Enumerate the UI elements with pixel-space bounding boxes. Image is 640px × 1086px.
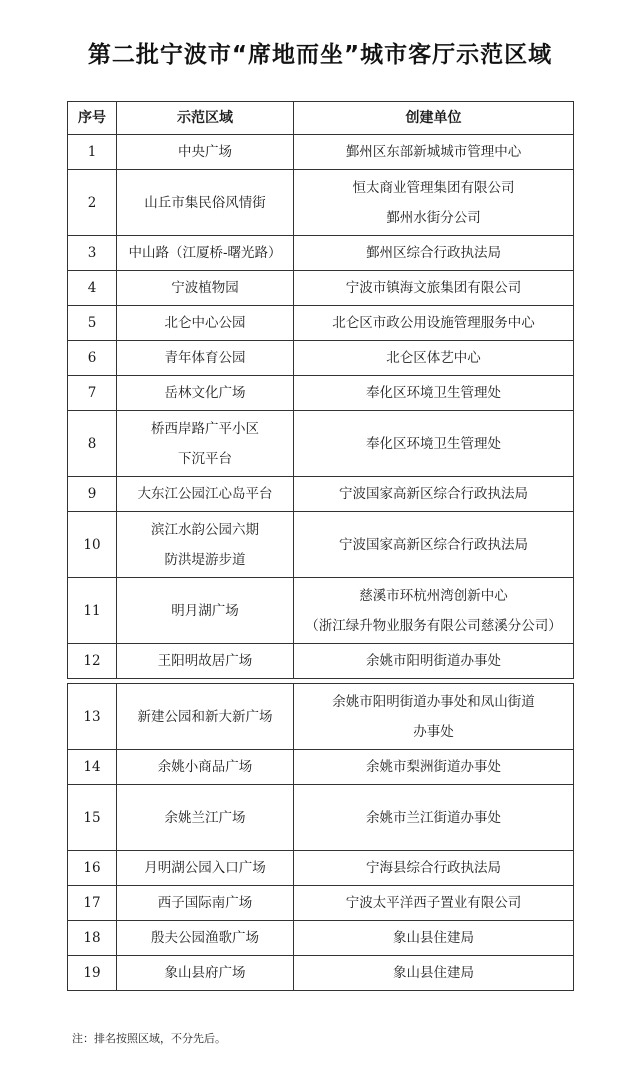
- unit-cell-line: 鄞州水街分公司: [386, 209, 481, 226]
- unit-cell-line: 鄞州区东部新城城市管理中心: [345, 144, 522, 160]
- unit-cell-line: 奉化区环境卫生管理处: [366, 385, 501, 401]
- zone-cell: [117, 411, 294, 477]
- table-row: [68, 921, 574, 956]
- zone-cell-line: 青年体育公园: [164, 350, 246, 366]
- unit-cell-line: 宁波国家高新区综合行政执法局: [339, 486, 528, 502]
- unit-cell-line: 北仑区体艺中心: [386, 350, 481, 366]
- zone-cell: [117, 271, 294, 306]
- header-unit: 创建单位: [294, 102, 574, 135]
- zone-cell-line: 岳林文化广场: [164, 385, 246, 401]
- unit-cell-line: 宁波太平洋西子置业有限公司: [345, 895, 522, 911]
- unit-cell: [294, 851, 574, 886]
- table-header-row: [68, 102, 574, 135]
- unit-cell-line: 北仑区市政公用设施管理服务中心: [332, 315, 535, 331]
- row-number: 1: [68, 135, 117, 170]
- unit-cell: [294, 512, 574, 578]
- table-row: [68, 411, 574, 477]
- zone-cell-line: 中山路（江厦桥-曙光路）: [128, 245, 282, 261]
- unit-cell-line: 宁波市镇海文旅集团有限公司: [345, 280, 522, 296]
- table-row: [68, 306, 574, 341]
- unit-cell-line: 办事处: [413, 723, 454, 740]
- header-zone: 示范区域: [117, 102, 294, 135]
- zone-cell-line: 下沉平台: [178, 450, 232, 467]
- unit-cell-line: 象山县住建局: [393, 930, 474, 946]
- unit-cell-line: （浙江绿升物业服务有限公司慈溪分公司）: [305, 617, 562, 634]
- row-number: 2: [68, 170, 117, 236]
- row-number: 3: [68, 236, 117, 271]
- unit-cell: [294, 921, 574, 956]
- table-row: [68, 341, 574, 376]
- unit-cell: [294, 341, 574, 376]
- header-no: 序号: [68, 102, 117, 135]
- unit-cell-line: 余姚市兰江街道办事处: [366, 809, 501, 826]
- zone-cell-line: 明月湖广场: [171, 602, 239, 619]
- row-number: 19: [68, 956, 117, 991]
- zone-cell: [117, 306, 294, 341]
- zone-cell-line: 防洪堤游步道: [164, 551, 246, 568]
- zone-cell: [117, 644, 294, 679]
- zone-cell-line: 滨江水韵公园六期: [151, 521, 259, 538]
- zone-cell: [117, 477, 294, 512]
- footnote: 注：排名按照区域，不分先后。: [72, 1032, 226, 1045]
- table-row: [68, 785, 574, 851]
- row-number: 4: [68, 271, 117, 306]
- zone-cell-line: 宁波植物园: [171, 280, 239, 296]
- unit-cell: [294, 376, 574, 411]
- zone-cell-line: 山丘市集民俗风情街: [144, 194, 266, 211]
- zone-cell-line: 北仑中心公园: [164, 315, 246, 331]
- row-number: 15: [68, 785, 117, 851]
- zone-cell: [117, 512, 294, 578]
- unit-cell: [294, 170, 574, 236]
- row-number: 17: [68, 886, 117, 921]
- row-number: 18: [68, 921, 117, 956]
- zone-cell: [117, 684, 294, 750]
- unit-cell-line: 余姚市阳明街道办事处和凤山街道: [332, 693, 535, 710]
- unit-cell: [294, 886, 574, 921]
- unit-cell: [294, 750, 574, 785]
- row-number: 5: [68, 306, 117, 341]
- table-row: [68, 578, 574, 644]
- zone-cell-line: 新建公园和新大新广场: [137, 708, 273, 725]
- zone-cell-line: 月明湖公园入口广场: [144, 860, 266, 876]
- zone-cell: [117, 578, 294, 644]
- row-number: 13: [68, 684, 117, 750]
- unit-cell-line: 慈溪市环杭州湾创新中心: [359, 587, 508, 604]
- unit-cell: [294, 271, 574, 306]
- unit-cell-line: 奉化区环境卫生管理处: [366, 435, 501, 452]
- unit-cell: [294, 236, 574, 271]
- zones-table-part-1: [67, 101, 574, 679]
- unit-cell-line: 恒太商业管理集团有限公司: [352, 179, 515, 196]
- unit-cell-line: 象山县住建局: [393, 965, 474, 981]
- table-row: [68, 644, 574, 679]
- zone-cell: [117, 341, 294, 376]
- unit-cell: [294, 684, 574, 750]
- zone-cell-line: 王阳明故居广场: [157, 653, 253, 669]
- zones-table-part-2: [67, 683, 574, 991]
- unit-cell-line: 宁海县综合行政执法局: [366, 860, 501, 876]
- zone-cell-line: 中央广场: [178, 144, 232, 160]
- unit-cell: [294, 785, 574, 851]
- zone-cell-line: 桥西岸路广平小区: [151, 420, 259, 437]
- zone-cell-line: 余姚小商品广场: [157, 759, 253, 775]
- zone-cell: [117, 750, 294, 785]
- zone-cell: [117, 376, 294, 411]
- table-row: [68, 684, 574, 750]
- zone-cell: [117, 886, 294, 921]
- row-number: 8: [68, 411, 117, 477]
- zone-cell-line: 殷夫公园渔歌广场: [151, 930, 259, 946]
- zone-cell: [117, 170, 294, 236]
- unit-cell: [294, 644, 574, 679]
- unit-cell-line: 宁波国家高新区综合行政执法局: [339, 536, 528, 553]
- row-number: 6: [68, 341, 117, 376]
- zone-cell: [117, 851, 294, 886]
- row-number: 10: [68, 512, 117, 578]
- unit-cell: [294, 306, 574, 341]
- unit-cell: [294, 956, 574, 991]
- table-row: [68, 512, 574, 578]
- zone-cell-line: 象山县府广场: [164, 965, 246, 981]
- unit-cell-line: 余姚市阳明街道办事处: [366, 653, 501, 669]
- table-row: [68, 750, 574, 785]
- zone-cell: [117, 236, 294, 271]
- table-row: [68, 135, 574, 170]
- unit-cell: [294, 578, 574, 644]
- zone-cell: [117, 135, 294, 170]
- row-number: 14: [68, 750, 117, 785]
- page-title: 第二批宁波市“席地而坐”城市客厅示范区域: [87, 42, 553, 68]
- row-number: 11: [68, 578, 117, 644]
- table-row: [68, 851, 574, 886]
- table-row: [68, 170, 574, 236]
- table-row: [68, 886, 574, 921]
- row-number: 12: [68, 644, 117, 679]
- zone-cell-line: 大东江公园江心岛平台: [137, 486, 273, 502]
- zone-cell-line: 余姚兰江广场: [164, 809, 246, 826]
- zone-cell: [117, 956, 294, 991]
- zone-cell: [117, 921, 294, 956]
- table-row: [68, 477, 574, 512]
- unit-cell-line: 余姚市梨洲街道办事处: [366, 759, 501, 775]
- row-number: 7: [68, 376, 117, 411]
- table-row: [68, 236, 574, 271]
- unit-cell-line: 鄞州区综合行政执法局: [366, 245, 501, 261]
- unit-cell: [294, 135, 574, 170]
- table-row: [68, 271, 574, 306]
- zone-cell: [117, 785, 294, 851]
- table-row: [68, 956, 574, 991]
- row-number: 16: [68, 851, 117, 886]
- unit-cell: [294, 477, 574, 512]
- unit-cell: [294, 411, 574, 477]
- zone-cell-line: 西子国际南广场: [157, 895, 253, 911]
- row-number: 9: [68, 477, 117, 512]
- table-row: [68, 376, 574, 411]
